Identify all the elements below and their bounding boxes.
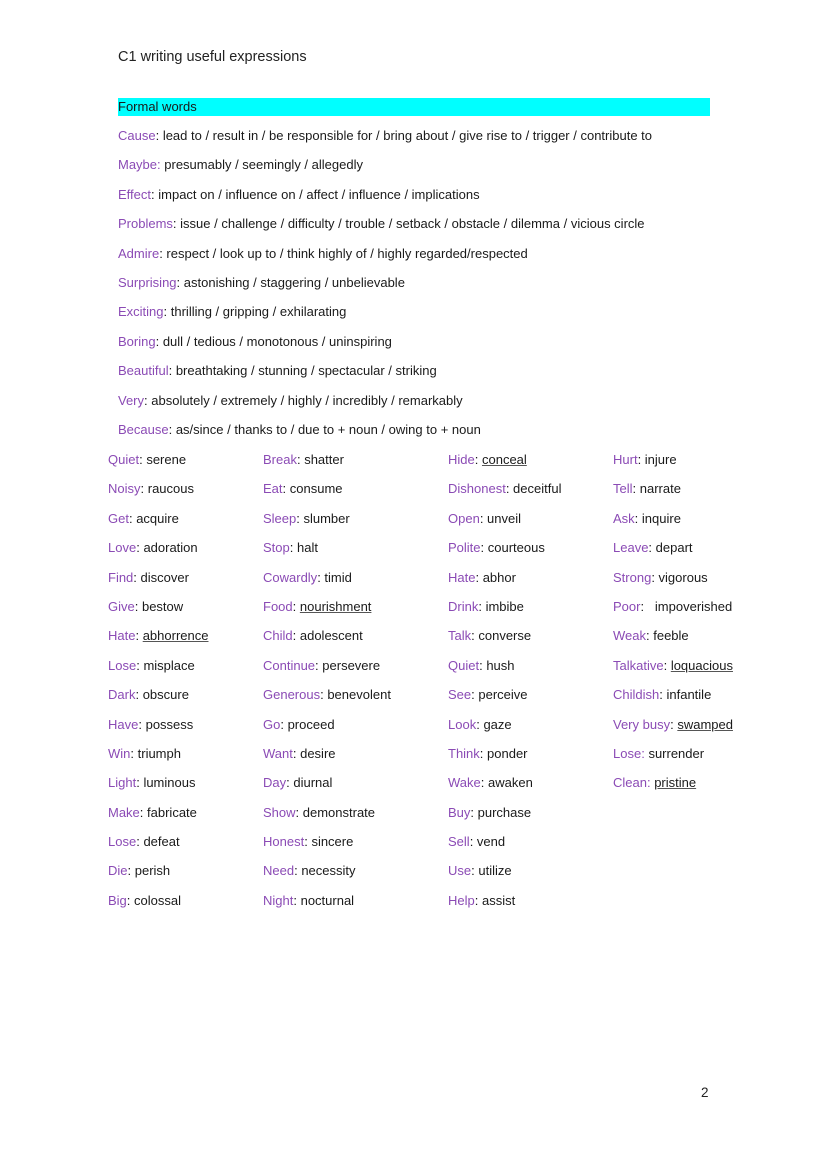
word-entry <box>263 716 391 745</box>
entry-value: timid <box>324 569 352 585</box>
word-entry <box>263 774 391 803</box>
word-entry <box>613 510 733 539</box>
entry-value: depart <box>655 540 693 556</box>
entry-separator: : <box>133 569 141 585</box>
word-entry <box>448 686 561 715</box>
word-entry <box>263 627 391 656</box>
entry-key: Child <box>263 628 293 644</box>
entry-key: Open <box>448 510 480 526</box>
entry-value: absolutely / extremely / highly / incredibly / remarkably <box>151 392 463 408</box>
entry-key: Very <box>118 392 145 408</box>
word-entry <box>613 657 733 686</box>
entry-value: loquacious <box>670 657 733 673</box>
entry-value: luminous <box>143 775 196 791</box>
entry-separator: : <box>479 510 488 526</box>
word-entry <box>108 657 208 686</box>
entry-value: inquire <box>641 510 681 526</box>
entry-separator: : <box>475 569 483 585</box>
word-entry <box>448 569 561 598</box>
entry-separator: : <box>144 392 152 408</box>
entry-key: Quiet <box>448 657 480 673</box>
entry-separator: : <box>480 540 488 556</box>
word-entry <box>448 774 561 803</box>
entry-value: triumph <box>137 745 181 761</box>
entry-separator: : <box>136 834 144 850</box>
word-entry <box>108 480 208 509</box>
entry-key: Win <box>108 745 131 761</box>
word-entry <box>263 451 391 480</box>
entry-separator: : <box>294 863 302 879</box>
entry-separator: : <box>126 892 135 908</box>
entry-key: Buy <box>448 804 471 820</box>
entry-key: Because <box>118 421 169 437</box>
word-entry <box>108 451 208 480</box>
word-entry <box>118 186 758 215</box>
grid-column-3 <box>448 451 561 921</box>
word-entry <box>108 539 208 568</box>
entry-key: Think <box>448 745 480 761</box>
entry-separator: : <box>135 628 143 644</box>
entry-value: colossal <box>134 892 181 908</box>
entry-key: Go <box>263 716 281 732</box>
entry-value: unveil <box>487 510 522 526</box>
entry-key: Problems <box>118 216 173 232</box>
entry-value: hush <box>486 657 515 673</box>
entry-value: slumber <box>303 510 350 526</box>
entry-key: Wake <box>448 775 481 791</box>
entry-value: courteous <box>487 540 545 556</box>
entry-value: narrate <box>639 481 681 497</box>
section-heading-formal-words: Formal words <box>118 98 710 116</box>
entry-value: dull / tedious / monotonous / uninspiring <box>162 333 392 349</box>
entry-value: misplace <box>143 657 195 673</box>
entry-separator: : <box>280 716 288 732</box>
word-entry <box>108 716 208 745</box>
entry-separator: : <box>479 657 487 673</box>
entry-separator: : <box>640 598 655 614</box>
entry-key: Food <box>263 598 293 614</box>
entry-value: as/since / thanks to / due to + noun / owing to + noun <box>175 421 481 437</box>
entry-value: abhor <box>482 569 516 585</box>
entry-separator: : <box>632 481 640 497</box>
entry-separator: : <box>476 716 484 732</box>
entry-value: feeble <box>653 628 689 644</box>
word-entry <box>263 745 391 774</box>
entry-separator: : <box>474 452 482 467</box>
word-entry <box>263 569 391 598</box>
entry-separator: : <box>293 892 301 908</box>
word-entry <box>448 598 561 627</box>
entry-value: acquire <box>136 510 179 526</box>
entry-key: Cowardly <box>263 569 318 585</box>
entry-key: Help <box>448 892 475 908</box>
entry-value: impoverished <box>654 598 733 614</box>
entry-value: nocturnal <box>300 892 355 908</box>
word-entry <box>263 804 391 833</box>
entry-key: Childish <box>613 687 660 703</box>
entry-separator: : <box>295 804 303 820</box>
entry-separator: : <box>478 598 486 614</box>
entry-separator: : <box>304 834 312 850</box>
entry-value: vend <box>476 834 506 850</box>
entry-separator: : <box>648 540 656 556</box>
entry-key: Find <box>108 569 134 585</box>
entry-value: possess <box>145 716 194 732</box>
word-entry <box>108 745 208 774</box>
entry-key: Need <box>263 863 295 879</box>
entry-value: infantile <box>666 687 712 703</box>
document-title: C1 writing useful expressions <box>118 49 307 65</box>
entry-separator: : <box>140 481 148 497</box>
entry-key: Ask <box>613 510 635 526</box>
entry-value: persevere <box>322 657 381 673</box>
entry-value: nourishment <box>299 598 372 614</box>
entry-key: Have <box>108 716 139 732</box>
entry-separator: : <box>136 657 144 673</box>
grid-column-1 <box>108 451 208 921</box>
entry-value: perish <box>134 863 171 879</box>
entry-separator: : <box>282 481 290 497</box>
word-entry <box>118 127 758 156</box>
word-entry <box>108 569 208 598</box>
grid-column-2 <box>263 451 391 921</box>
entry-separator: : <box>136 540 144 556</box>
entry-key: Maybe: <box>118 157 161 173</box>
entry-value: consume <box>289 481 343 497</box>
word-entry <box>613 686 733 715</box>
entry-key: Love <box>108 540 137 556</box>
word-entry <box>118 245 758 274</box>
entry-key: Effect <box>118 186 152 202</box>
entry-key: Big <box>108 892 127 908</box>
entry-value: fabricate <box>147 804 197 820</box>
word-entry <box>108 892 208 921</box>
entry-separator: : <box>469 834 477 850</box>
entry-value: issue / challenge / difficulty / trouble / setback / obstacle / dilemma / vicious circle <box>180 216 645 232</box>
entry-key: Noisy <box>108 481 141 497</box>
entry-key: Surprising <box>118 274 177 290</box>
entry-value: ponder <box>487 745 528 761</box>
word-entry <box>108 774 208 803</box>
entry-separator: : <box>471 863 479 879</box>
entry-value: conceal <box>481 452 527 467</box>
entry-value: adolescent <box>299 628 363 644</box>
word-entry <box>108 862 208 891</box>
word-entry <box>108 510 208 539</box>
entry-key: Honest <box>263 834 305 850</box>
word-entry <box>263 480 391 509</box>
word-entry <box>448 833 561 862</box>
word-entry <box>613 480 733 509</box>
entry-key: Hate <box>108 628 136 644</box>
word-entry <box>118 421 758 450</box>
entry-key: Strong <box>613 569 652 585</box>
entry-value: pristine <box>654 775 697 791</box>
entry-separator: : <box>471 628 479 644</box>
entry-key: Quiet <box>108 452 140 467</box>
word-entry <box>448 480 561 509</box>
entry-key: Want <box>263 745 293 761</box>
entry-value: converse <box>478 628 532 644</box>
entry-value: proceed <box>287 716 335 732</box>
entry-key: Show <box>263 804 296 820</box>
entry-separator: : <box>292 745 301 761</box>
entry-key: Tell <box>613 481 633 497</box>
entry-separator: : <box>505 481 514 497</box>
word-entry <box>448 657 561 686</box>
entry-separator: : <box>296 452 305 467</box>
entry-value: diurnal <box>293 775 333 791</box>
entry-value: bestow <box>141 598 184 614</box>
entry-key: Sell <box>448 834 470 850</box>
entry-key: Get <box>108 510 129 526</box>
word-entry <box>108 804 208 833</box>
entry-value: desire <box>300 745 336 761</box>
entry-key: Light <box>108 775 137 791</box>
entry-separator: : <box>139 452 147 467</box>
entry-value: astonishing / staggering / unbelievable <box>183 274 405 290</box>
entry-separator: : <box>128 510 137 526</box>
entry-key: Day <box>263 775 287 791</box>
entry-key: Make <box>108 804 140 820</box>
entry-key: Talk <box>448 628 472 644</box>
entry-separator: : <box>296 510 304 526</box>
word-entry <box>448 510 561 539</box>
entry-value: raucous <box>147 481 194 497</box>
entry-value: respect / look up to / think highly of / highly regarded/respected <box>166 245 528 261</box>
entry-value: lead to / result in / be responsible for / bring about / give rise to / trigger / contribute to <box>162 128 653 143</box>
entry-value: gaze <box>483 716 512 732</box>
word-entry <box>118 333 758 362</box>
entry-value: thrilling / gripping / exhilarating <box>170 304 347 320</box>
entry-value: awaken <box>487 775 533 791</box>
word-entry <box>448 862 561 891</box>
entry-value: breathtaking / stunning / spectacular / striking <box>175 363 437 379</box>
entry-value: halt <box>296 540 318 556</box>
entry-key: Talkative <box>613 657 664 673</box>
word-entry <box>613 716 733 745</box>
entry-separator: : <box>471 687 479 703</box>
entry-value: adoration <box>143 540 198 556</box>
entry-value: deceitful <box>513 481 562 497</box>
entry-separator: : <box>470 804 478 820</box>
formal-words-list <box>118 127 758 450</box>
word-entry <box>613 774 733 803</box>
entry-separator: : <box>292 628 300 644</box>
entry-separator: : <box>151 186 159 202</box>
word-entry <box>118 303 758 332</box>
word-entry <box>118 274 758 303</box>
word-entry <box>448 451 561 480</box>
entry-value: purchase <box>477 804 532 820</box>
entry-key: Exciting <box>118 304 164 320</box>
entry-key: Cause <box>118 128 156 143</box>
word-entry <box>118 392 758 421</box>
entry-key: Hate <box>448 569 476 585</box>
entry-key: Beautiful <box>118 363 169 379</box>
entry-key: Very busy <box>613 716 671 732</box>
entry-value: presumably / seemingly / allegedly <box>164 157 363 173</box>
entry-value: impact on / influence on / affect / influence / implications <box>158 186 480 202</box>
entry-separator: : <box>317 569 325 585</box>
entry-key: Weak <box>613 628 646 644</box>
entry-separator: : <box>138 716 146 732</box>
entry-separator: : <box>155 128 163 143</box>
word-entry <box>263 892 391 921</box>
word-entry <box>613 598 733 627</box>
word-entry <box>108 686 208 715</box>
entry-separator: : <box>136 775 144 791</box>
word-entry <box>448 804 561 833</box>
word-entry <box>263 686 391 715</box>
entry-value: benevolent <box>327 687 391 703</box>
entry-separator: : <box>155 333 163 349</box>
entry-separator: : <box>637 452 645 467</box>
entry-separator: : <box>480 775 488 791</box>
entry-value: serene <box>146 452 187 467</box>
word-entry <box>118 215 758 244</box>
entry-value: abhorrence <box>142 628 209 644</box>
entry-value: assist <box>481 892 516 908</box>
entry-key: Hide <box>448 452 475 467</box>
entry-value: swamped <box>677 716 733 732</box>
entry-key: Stop <box>263 540 290 556</box>
word-entry <box>108 627 208 656</box>
entry-value: surrender <box>648 745 705 761</box>
entry-value: sincere <box>311 834 354 850</box>
word-entry <box>263 833 391 862</box>
word-entry <box>108 598 208 627</box>
entry-key: Boring <box>118 333 156 349</box>
entry-value: shatter <box>304 452 344 467</box>
word-entry <box>448 892 561 921</box>
entry-separator: : <box>135 687 143 703</box>
word-entry <box>263 657 391 686</box>
entry-separator: : <box>663 657 671 673</box>
entry-separator: : <box>163 304 171 320</box>
entry-key: Dark <box>108 687 136 703</box>
entry-key: Break <box>263 452 297 467</box>
entry-separator: : <box>127 863 135 879</box>
entry-key: Lose: <box>613 745 645 761</box>
entry-key: Polite <box>448 540 481 556</box>
page-number: 2 <box>701 1085 709 1100</box>
entry-value: obscure <box>142 687 189 703</box>
word-entry <box>613 745 733 774</box>
entry-separator: : <box>286 775 294 791</box>
entry-value: utilize <box>478 863 512 879</box>
entry-value: vigorous <box>658 569 708 585</box>
entry-value: discover <box>140 569 189 585</box>
entry-separator: : <box>159 245 167 261</box>
entry-key: Look <box>448 716 477 732</box>
entry-separator: : <box>320 687 328 703</box>
entry-key: Generous <box>263 687 321 703</box>
word-entry <box>118 156 758 185</box>
word-entry <box>263 598 391 627</box>
entry-key: Sleep <box>263 510 297 526</box>
word-entry <box>108 833 208 862</box>
word-entry <box>448 627 561 656</box>
entry-separator: : <box>659 687 667 703</box>
entry-key: Night <box>263 892 294 908</box>
entry-separator: : <box>292 598 300 614</box>
word-entry <box>613 569 733 598</box>
entry-key: Admire <box>118 245 160 261</box>
entry-separator: : <box>289 540 297 556</box>
entry-separator: : <box>634 510 642 526</box>
entry-key: Poor <box>613 598 641 614</box>
entry-separator: : <box>172 216 181 232</box>
entry-separator: : <box>139 804 148 820</box>
entry-value: imbibe <box>485 598 524 614</box>
entry-key: Hurt <box>613 452 638 467</box>
entry-value: necessity <box>301 863 356 879</box>
word-entry <box>613 627 733 656</box>
entry-separator: : <box>670 716 678 732</box>
entry-separator: : <box>315 657 323 673</box>
entry-key: Leave <box>613 540 649 556</box>
entry-key: Drink <box>448 598 479 614</box>
entry-key: Lose <box>108 657 137 673</box>
entry-separator: : <box>479 745 488 761</box>
entry-value: defeat <box>143 834 180 850</box>
word-entry <box>448 745 561 774</box>
entry-separator: : <box>168 421 176 437</box>
entry-separator: : <box>474 892 482 908</box>
word-entry <box>263 539 391 568</box>
grid-column-4 <box>613 451 733 804</box>
entry-separator: : <box>176 274 184 290</box>
word-entry <box>263 510 391 539</box>
word-entry <box>613 451 733 480</box>
entry-separator: : <box>646 628 654 644</box>
word-entry <box>118 362 758 391</box>
entry-separator: : <box>134 598 142 614</box>
entry-key: See <box>448 687 472 703</box>
entry-value: injure <box>644 452 677 467</box>
entry-separator: : <box>130 745 138 761</box>
entry-separator: : <box>168 363 176 379</box>
entry-key: Dishonest <box>448 481 506 497</box>
entry-key: Die <box>108 863 128 879</box>
entry-separator: : <box>651 569 659 585</box>
entry-value: demonstrate <box>302 804 376 820</box>
entry-key: Eat <box>263 481 283 497</box>
word-entry <box>448 539 561 568</box>
word-entry <box>613 539 733 568</box>
entry-key: Clean: <box>613 775 651 791</box>
entry-key: Give <box>108 598 135 614</box>
word-entry <box>448 716 561 745</box>
entry-key: Lose <box>108 834 137 850</box>
word-entry <box>263 862 391 891</box>
entry-value: perceive <box>478 687 528 703</box>
entry-key: Continue <box>263 657 316 673</box>
entry-key: Use <box>448 863 472 879</box>
